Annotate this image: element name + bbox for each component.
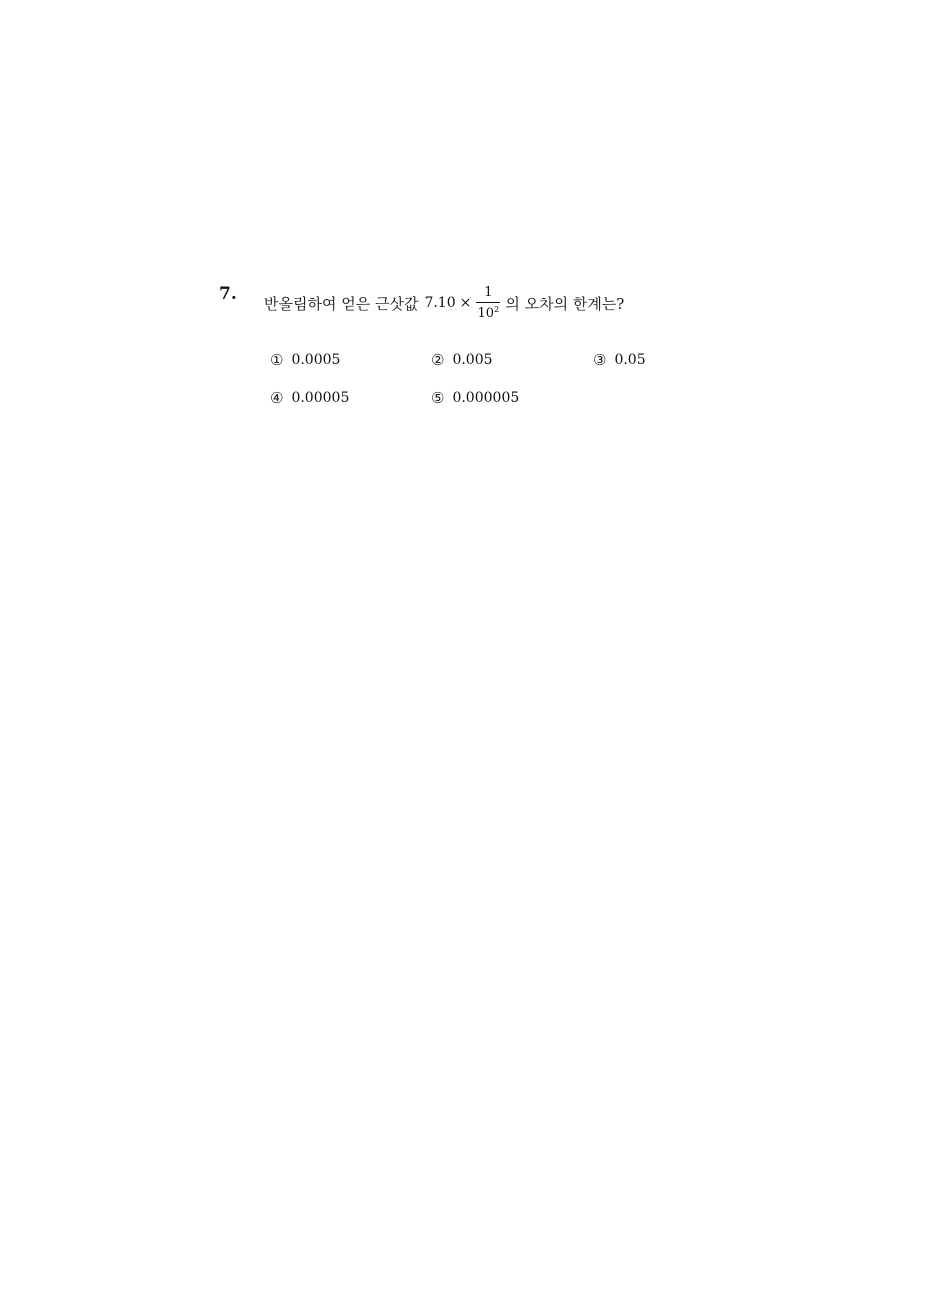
choice-5-marker: ⑤ [431, 389, 445, 407]
choice-2[interactable] [431, 351, 493, 369]
fraction-numerator: 1 [484, 285, 493, 300]
choice-3-value: 0.05 [614, 352, 646, 368]
choice-1-value: 0.0005 [291, 352, 341, 368]
question-text-after: 의 오차의 한계는? [505, 294, 625, 313]
math-operator: × [459, 295, 472, 311]
math-fraction [476, 286, 500, 320]
question-text-before: 반올림하여 얻은 근삿값 [264, 294, 419, 313]
choice-4-marker: ④ [270, 389, 284, 407]
denominator-exponent: 2 [494, 305, 500, 314]
choice-3[interactable] [593, 351, 646, 369]
choice-4-value: 0.00005 [291, 390, 350, 406]
choice-4[interactable] [270, 389, 349, 407]
choice-5[interactable] [431, 389, 519, 407]
problem-number: 7. [219, 284, 237, 304]
choice-3-marker: ③ [593, 351, 607, 369]
choice-2-marker: ② [431, 351, 445, 369]
choice-5-value: 0.000005 [452, 390, 520, 406]
choice-2-value: 0.005 [452, 352, 493, 368]
fraction-denominator [478, 303, 500, 320]
math-coefficient: 7.10 [424, 295, 456, 311]
choice-1[interactable] [270, 351, 340, 369]
question-text [264, 282, 624, 324]
choice-1-marker: ① [270, 351, 284, 369]
denominator-base: 10 [477, 306, 495, 321]
math-expression [424, 286, 500, 320]
